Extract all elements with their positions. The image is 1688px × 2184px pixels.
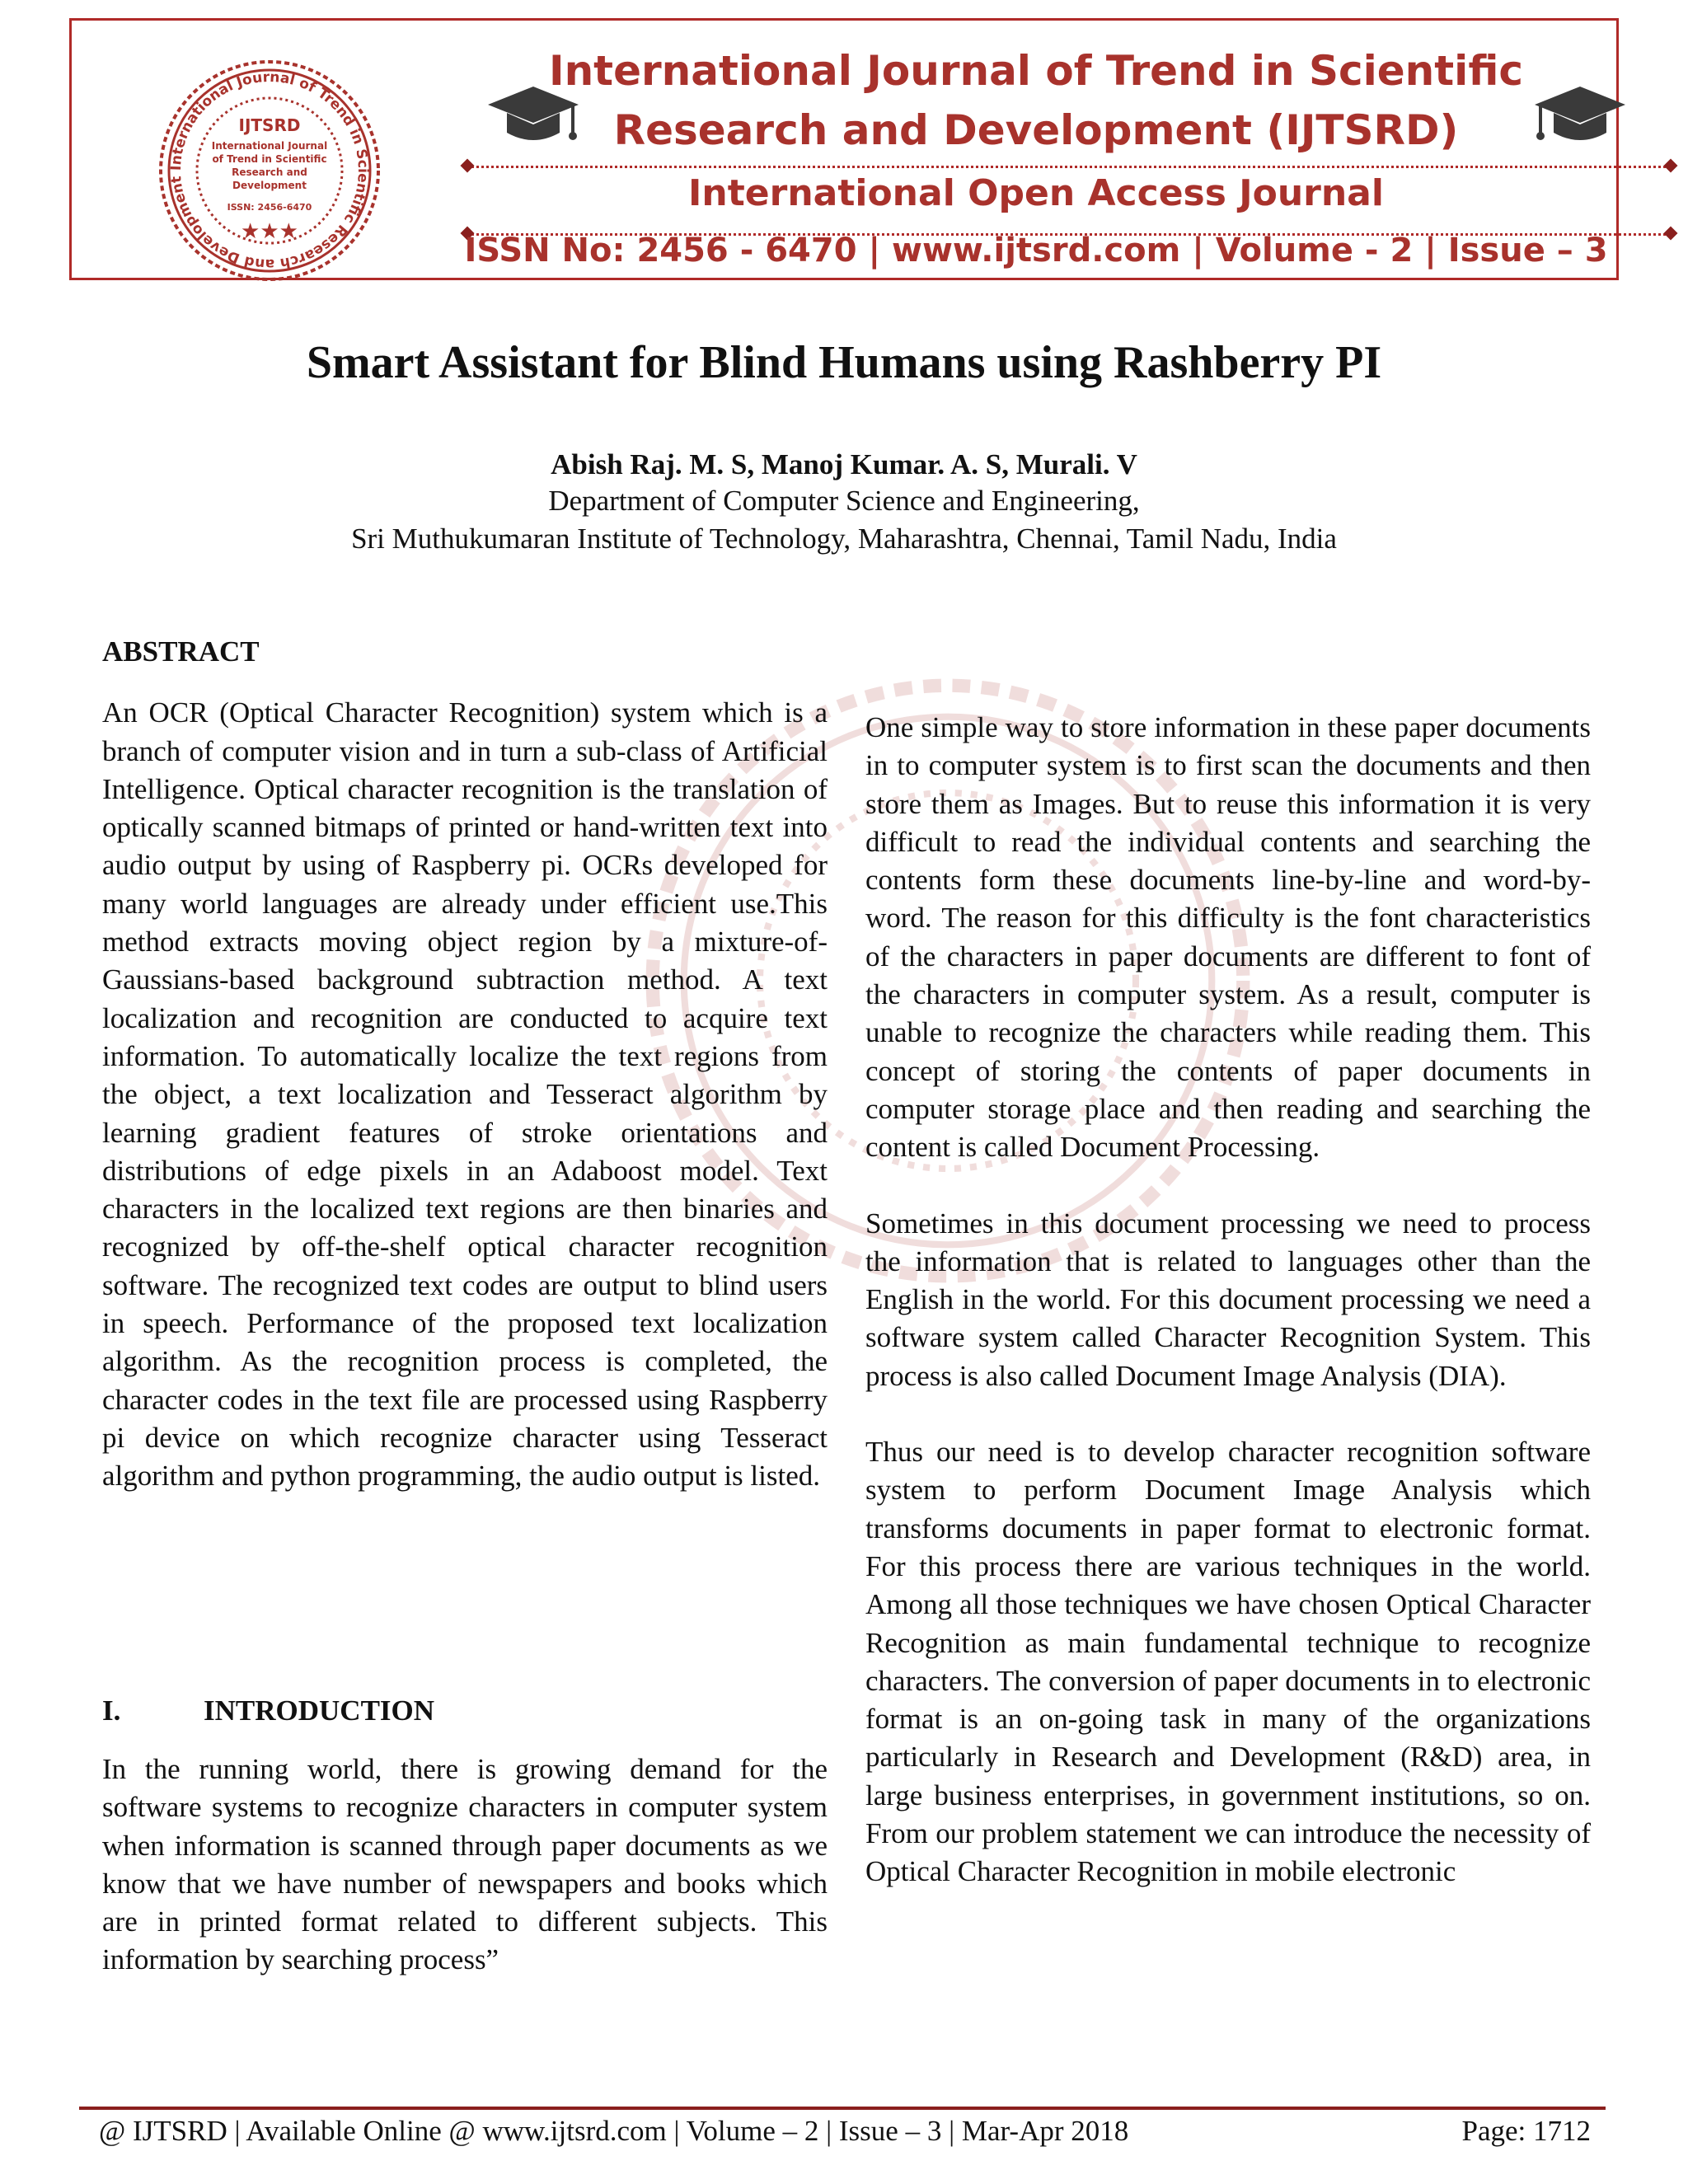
introduction-paragraph: In the running world, there is growing demand for the software systems to recognize characters in computer system when information is scanned through paper documents as we know that we have number of newspapers and books which are in printed format related to different subjects. This information by searching process”: [102, 1753, 828, 1976]
paper-affiliation-department: Department of Computer Science and Engineering,: [548, 485, 1140, 517]
footer-rule: [79, 2107, 1606, 2110]
journal-open-access-label: International Open Access Journal: [688, 172, 1384, 214]
journal-name-line1: International Journal of Trend in Scientific: [548, 47, 1524, 95]
journal-seal-logo: [154, 55, 385, 286]
rule-end-diamond: [461, 159, 475, 173]
left-column: [102, 633, 828, 1496]
svg-text:of Trend in Scientific: of Trend in Scientific: [212, 153, 327, 165]
paper-authors: Abish Raj. M. S, Manoj Kumar. A. S, Murali. V: [551, 448, 1137, 480]
body-paragraph-1: One simple way to store information in these paper documents in to computer system is to first scan the documents and then store them as Images. But to reuse this information it is very difficult to read the individual contents and searching the contents form these documents line-by-line and word-by-word. The reason for this difficulty is the font characteristics of the characters in paper documents are different to font of the characters in computer system. As a result, computer is unable to recognize the characters while reading them. This concept of storing the contents of paper documents in computer storage place and then reading and searching the content is called Document Processing.: [865, 711, 1591, 1164]
abstract-text: An OCR (Optical Character Recognition) system which is a branch of computer vision and in turn a sub-class of Artificial Intelligence. Optical character recognition is the translation of optically scanned bitmaps of printed or hand-written text into audio output by using of Raspberry pi. OCRs developed for many world languages are already under efficient use.This method extracts moving object region by a mixture-of-Gaussians-based background subtraction method. A text localization and recognition are conducted to acquire text information. To automatically localize the text regions from the object, a text localization and Tesseract algorithm by learning gradient features of stroke orientations and distributions of edge pixels in an Adaboost model. Text characters in the localized text regions are then binaries and recognized by off-the-shelf optical character recognition software. The recognized text codes are output to blind users in speech. Performance of the proposed text localization algorithm. As the recognition process is completed, the character codes in the text file are processed using Raspberry pi device on which recognize character using Tesseract algorithm and python programming, the audio output is listed.: [102, 696, 828, 1493]
journal-header: [69, 18, 1619, 280]
paper-affiliation-institute: Sri Muthukumaran Institute of Technology, Maharashtra, Chennai, Tamil Nadu, India: [351, 523, 1337, 555]
svg-text:Development: Development: [232, 180, 307, 191]
svg-text:ISSN: 2456-6470: ISSN: 2456-6470: [227, 202, 312, 213]
footer-citation: @ IJTSRD | Available Online @ www.ijtsrd.com | Volume – 2 | Issue – 3 | Mar-Apr 2018: [99, 2115, 1129, 2147]
svg-text:International Journal: International Journal: [211, 140, 328, 152]
svg-text:Research and: Research and: [232, 166, 307, 178]
body-paragraph-2: Sometimes in this document processing we need to process the information that is related to languages other than the English in the world. For this document processing we need a software system called Character Recognition System. This process is also called Document Image Analysis (DIA).: [865, 1207, 1591, 1392]
section-title: INTRODUCTION: [204, 1694, 435, 1727]
introduction-body: [102, 1750, 828, 1980]
section-heading-introduction: [102, 1694, 434, 1727]
paper-title: Smart Assistant for Blind Humans using Rashberry PI: [306, 337, 1382, 388]
page-number: Page: 1712: [1461, 2115, 1591, 2147]
body-paragraph-3: Thus our need is to develop character recognition software system to perform Document Image Analysis which transforms documents in paper format to electronic format. For this process there are various techniques in the world. Among all those techniques we have chosen Optical Character Recognition as main fundamental technique to recognize characters. The conversion of paper documents in to electronic format is an on-going task in many of the organizations particularly in Research and Development (R&D) area, in large business enterprises, in government institutions, so on. From our problem statement we can introduce the necessity of Optical Character Recognition in mobile electronic: [865, 1436, 1591, 1888]
right-column: [865, 709, 1591, 1891]
abstract-heading: ABSTRACT: [102, 635, 260, 668]
journal-name-line2: Research and Development (IJTSRD): [613, 106, 1459, 154]
section-number: I.: [102, 1694, 121, 1727]
header-dotted-rule: [467, 166, 1671, 168]
journal-issn-line: ISSN No: 2456 - 6470 | www.ijtsrd.com | Volume - 2 | Issue – 3: [464, 232, 1608, 269]
svg-text:IJTSRD: IJTSRD: [238, 115, 301, 135]
svg-text:International Journal of Trend: International Journal of Trend in Scientific Research and Development: [167, 68, 372, 273]
page-footer: [99, 2115, 1591, 2148]
rule-end-diamond: [1664, 159, 1678, 173]
svg-text:★★★: ★★★: [241, 219, 298, 243]
